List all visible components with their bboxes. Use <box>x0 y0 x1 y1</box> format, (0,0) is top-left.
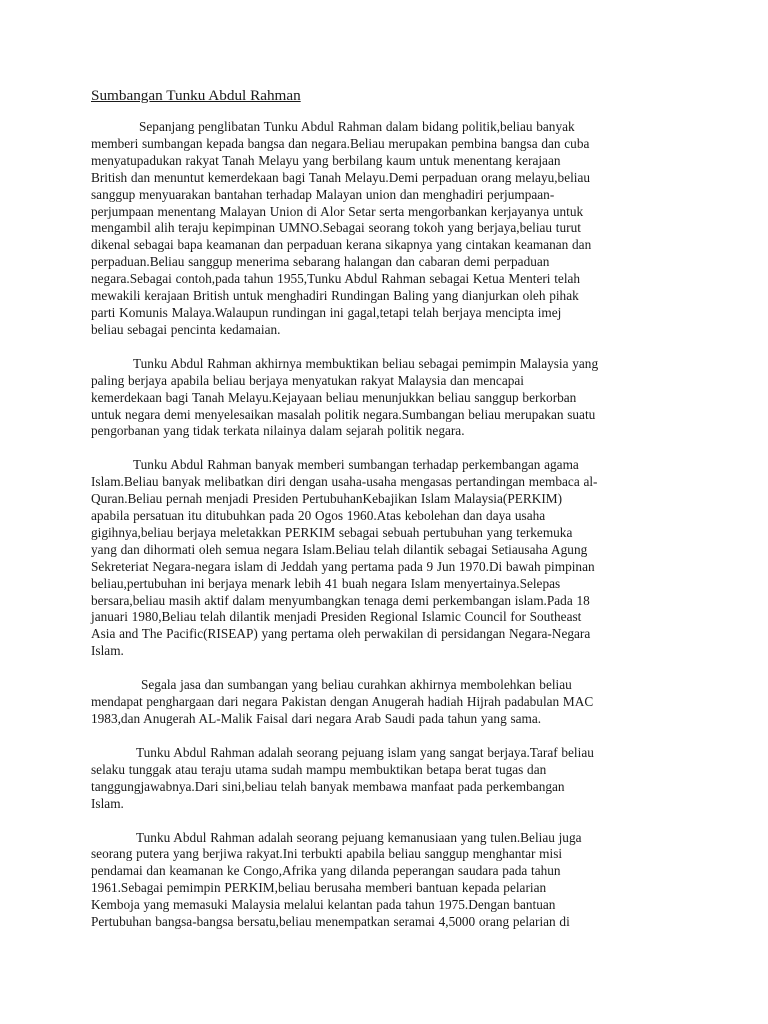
text-line: 1961.Sebagai pemimpin PERKIM,beliau berusaha memberi bantuan kepada pelarian <box>91 880 547 896</box>
text-line: yang dan dihormati oleh semua negara Islam.Beliau telah dilantik sebagai Setiausaha Agung <box>91 541 588 557</box>
text-line: januari 1980,Beliau telah dilantik menjadi Presiden Regional Islamic Council for Southeast <box>91 609 582 625</box>
text-line: beliau sebagai pencinta kedamaian. <box>91 321 281 337</box>
text-line: tanggungjawabnya.Dari sini,beliau telah banyak membawa manfaat pada perkembangan <box>91 778 565 794</box>
text-line: Kemboja yang memasuki Malaysia melalui kelantan pada tahun 1975.Dengan bantuan <box>91 897 556 913</box>
text-line: seorang putera yang berjiwa rakyat.Ini terbukti apabila beliau sanggup menghantar misi <box>91 846 563 862</box>
text-line: mendapat penghargaan dari negara Pakistan dengan Anugerah hadiah Hijrah padabulan MAC <box>91 694 594 710</box>
text-line: parti Komunis Malaya.Walaupun rundingan ini gagal,tetapi telah berjaya mencipta imej <box>91 304 562 320</box>
text-line: apabila persatuan itu ditubuhkan pada 20 Ogos 1960.Atas kebolehan dan daya usaha <box>91 508 546 524</box>
text-line: menyatupadukan rakyat Tanah Melayu yang berbilang kaum untuk menentang kerajaan <box>91 152 561 168</box>
text-line: untuk negara demi menyelesaikan masalah politik negara.Sumbangan beliau merupakan suatu <box>91 406 596 422</box>
text-line: Sekreteriat Negara-negara islam di Jeddah yang pertama pada 9 Jun 1970.Di bawah pimpinan <box>91 558 595 574</box>
text-line: bersara,beliau masih aktif dalam menyumbangkan tenaga demi perkembangan islam.Pada 18 <box>91 592 590 608</box>
text-line: mewakili kerajaan British untuk menghadiri Rundingan Baling yang dianjurkan oleh pihak <box>91 288 579 304</box>
text-line: Islam.Beliau banyak melibatkan diri dengan usaha-usaha mengasas pertandingan membaca al- <box>91 474 598 490</box>
text-line: Islam. <box>91 643 124 659</box>
text-line: Quran.Beliau pernah menjadi Presiden PertubuhanKebajikan Islam Malaysia(PERKIM) <box>91 491 562 507</box>
text-line: pendamai dan keamanan ke Congo,Afrika yang dilanda peperangan saudara pada tahun <box>91 863 561 879</box>
text-line: Segala jasa dan sumbangan yang beliau curahkan akhirnya membolehkan beliau <box>141 677 572 693</box>
document-title: Sumbangan Tunku Abdul Rahman <box>91 87 301 104</box>
text-line: Tunku Abdul Rahman adalah seorang pejuang kemanusiaan yang tulen.Beliau juga <box>136 829 582 845</box>
text-line: mengambil alih teraju kepimpinan UMNO.Sebagai seorang tokoh yang berjaya,beliau turut <box>91 220 581 236</box>
text-line: Tunku Abdul Rahman akhirnya membuktikan beliau sebagai pemimpin Malaysia yang <box>133 355 599 371</box>
text-line: pengorbanan yang tidak terkata nilainya dalam sejarah politik negara. <box>91 423 465 439</box>
text-line: perpaduan.Beliau sanggup menerima sebarang halangan dan cabaran demi perpaduan <box>91 254 550 270</box>
text-line: sanggup menyuarakan bantahan terhadap Malayan union dan menghadiri perjumpaan- <box>91 186 555 202</box>
text-line: British dan menuntut kemerdekaan bagi Tanah Melayu.Demi perpaduan orang melayu,beliau <box>91 169 591 185</box>
paragraph-1 <box>91 119 678 339</box>
text-line: dikenal sebagai bapa keamanan dan perpaduan kerana sikapnya yang cintakan keamanan dan <box>91 237 592 253</box>
text-line: Islam. <box>91 795 124 811</box>
text-line: Sepanjang penglibatan Tunku Abdul Rahman dalam bidang politik,beliau banyak <box>139 119 575 134</box>
paragraph-6 <box>91 830 678 931</box>
text-line: Tunku Abdul Rahman adalah seorang pejuang islam yang sangat berjaya.Taraf beliau <box>136 744 594 760</box>
text-line: 1983,dan Anugerah AL-Malik Faisal dari negara Arab Saudi pada tahun yang sama. <box>91 711 542 726</box>
text-line: Tunku Abdul Rahman banyak memberi sumbangan terhadap perkembangan agama <box>133 457 579 473</box>
text-line: negara.Sebagai contoh,pada tahun 1955,Tunku Abdul Rahman sebagai Ketua Menteri telah <box>91 271 581 287</box>
text-line: Pertubuhan bangsa-bangsa bersatu,beliau menempatkan seramai 4,5000 orang pelarian di <box>91 914 570 930</box>
text-line: memberi sumbangan kepada bangsa dan negara.Beliau merupakan pembina bangsa dan cuba <box>91 135 590 151</box>
text-line: gigihnya,beliau berjaya meletakkan PERKIM sebagai sebuah pertubuhan yang terkemuka <box>91 524 573 540</box>
paragraph-3 <box>91 457 678 660</box>
text-line: kemerdekaan bagi Tanah Melayu.Kejayaan beliau menunjukkan beliau sanggup berkorban <box>91 389 577 405</box>
text-line: selaku tunggak atau teraju utama sudah mampu membuktikan betapa berat tugas dan <box>91 761 547 777</box>
text-line: paling berjaya apabila beliau berjaya menyatukan rakyat Malaysia dan mencapai <box>91 372 524 388</box>
text-line: Asia and The Pacific(RISEAP) yang pertama oleh perwakilan di persidangan Negara-Negara <box>91 626 591 642</box>
paragraph-4 <box>91 677 678 728</box>
paragraph-2 <box>91 356 678 441</box>
paragraph-5 <box>91 745 678 813</box>
text-line: perjumpaan menentang Malayan Union di Alor Setar serta mengorbankan kerjayanya untuk <box>91 203 584 219</box>
text-line: beliau,pertubuhan ini berjaya menark lebih 41 buah negara Islam menyertainya.Selepas <box>91 575 561 591</box>
